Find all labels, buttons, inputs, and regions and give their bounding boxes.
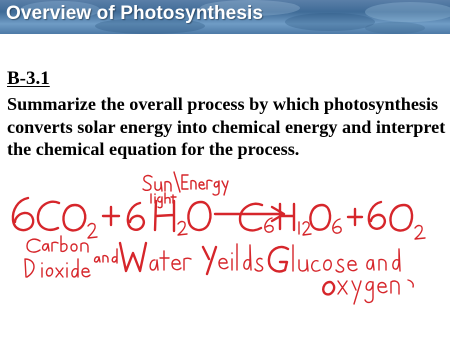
handwritten-caption <box>25 236 413 304</box>
standard-text: Summarize the overall process by which photosynthesis converts solar energy into chemical energy and interpret the chemical equation for the process. <box>7 94 446 159</box>
handwritten-equation-right <box>240 202 425 239</box>
slide-title: Overview of Photosynthesis <box>6 3 264 24</box>
standard-code: B-3.1 <box>7 68 50 89</box>
reaction-arrow <box>215 207 284 221</box>
handwritten-equation-left <box>13 198 211 238</box>
